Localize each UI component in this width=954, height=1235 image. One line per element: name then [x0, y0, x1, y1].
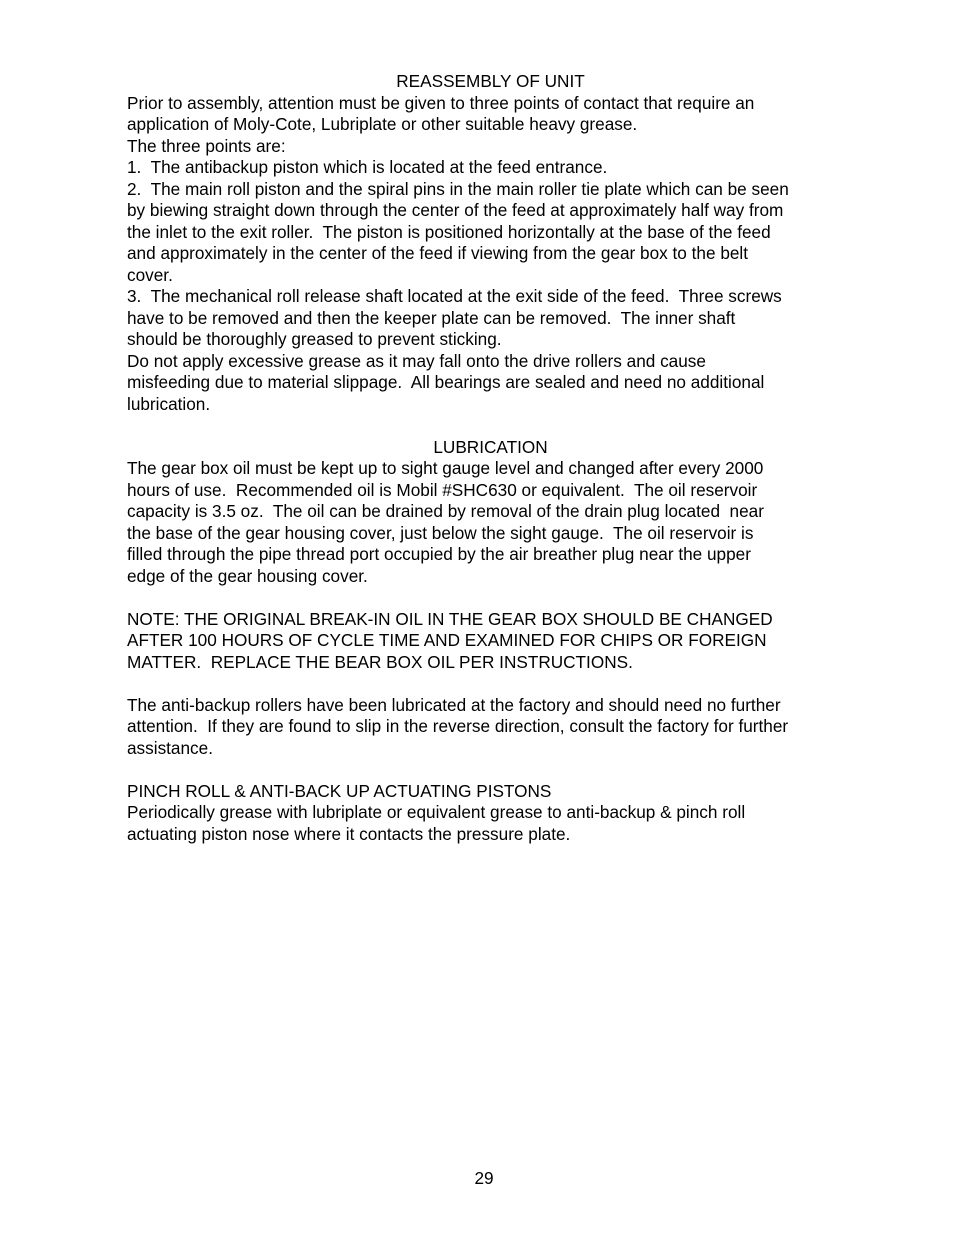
anti-backup-section [127, 695, 854, 760]
text-line: have to be removed and then the keeper plate can be removed. The inner shaft [127, 307, 736, 328]
text-line: should be thoroughly greased to prevent sticking. [127, 329, 502, 349]
text-line: and approximately in the center of the feed if viewing from the gear box to the belt [127, 243, 749, 263]
reassembly-section [127, 71, 854, 415]
text-line: filled through the pipe thread port occupied by the air breather plug near the upper [127, 544, 751, 564]
text-line: hours of use. Recommended oil is Mobil #SHC630 or equivalent. The oil reservoir [127, 479, 758, 500]
note-section [127, 609, 854, 674]
text-line: cover. [127, 264, 173, 285]
lubrication-section [127, 437, 854, 588]
text-line: lubrication. [127, 393, 211, 414]
text-line: application of Moly-Cote, Lubriplate or other suitable heavy grease. [127, 114, 638, 134]
page-number: 29 [474, 1168, 494, 1188]
note-line: AFTER 100 HOURS OF CYCLE TIME AND EXAMINED FOR CHIPS OR FOREIGN [127, 630, 767, 650]
paragraph-gap [127, 673, 854, 695]
section-heading-lubrication: LUBRICATION [433, 436, 548, 457]
text-line: actuating piston nose where it contacts the pressure plate. [127, 823, 571, 844]
text-line: Do not apply excessive grease as it may fall onto the drive rollers and cause [127, 350, 706, 371]
document-page [127, 71, 854, 845]
section-heading-reassembly: REASSEMBLY OF UNIT [396, 71, 585, 91]
text-line: assistance. [127, 737, 213, 758]
note-line: MATTER. REPLACE THE BEAR BOX OIL PER INSTRUCTIONS. [127, 651, 633, 672]
text-line: 1. The antibackup piston which is located at the feed entrance. [127, 157, 608, 177]
pistons-section [127, 781, 854, 846]
paragraph-gap [127, 415, 854, 437]
text-line: by biewing straight down through the center of the feed at approximately half way from [127, 200, 784, 220]
text-line: capacity is 3.5 oz. The oil can be drained by removal of the drain plug located near [127, 501, 764, 521]
paragraph-gap [127, 759, 854, 781]
text-line: The three points are: [127, 135, 286, 156]
text-line: The anti-backup rollers have been lubricated at the factory and should need no further [127, 694, 781, 715]
text-line: Periodically grease with lubriplate or equivalent grease to anti-backup & pinch roll [127, 802, 746, 822]
text-line: Prior to assembly, attention must be given to three points of contact that require an [127, 92, 755, 113]
text-line: 2. The main roll piston and the spiral pins in the main roller tie plate which can be seen [127, 178, 789, 199]
note-line: NOTE: THE ORIGINAL BREAK-IN OIL IN THE GEAR BOX SHOULD BE CHANGED [127, 608, 773, 629]
text-line: the inlet to the exit roller. The piston is positioned horizontally at the base of the feed [127, 221, 771, 242]
text-line: misfeeding due to material slippage. All bearings are sealed and need no additional [127, 372, 765, 392]
paragraph-gap [127, 587, 854, 609]
text-line: edge of the gear housing cover. [127, 565, 368, 586]
text-line: The gear box oil must be kept up to sight gauge level and changed after every 2000 [127, 458, 764, 478]
text-line: the base of the gear housing cover, just below the sight gauge. The oil reservoir is [127, 522, 754, 543]
text-line: 3. The mechanical roll release shaft located at the exit side of the feed. Three screws [127, 286, 782, 306]
section-heading-pistons: PINCH ROLL & ANTI-BACK UP ACTUATING PISTONS [127, 780, 552, 801]
text-line: attention. If they are found to slip in the reverse direction, consult the factory for further [127, 716, 789, 736]
